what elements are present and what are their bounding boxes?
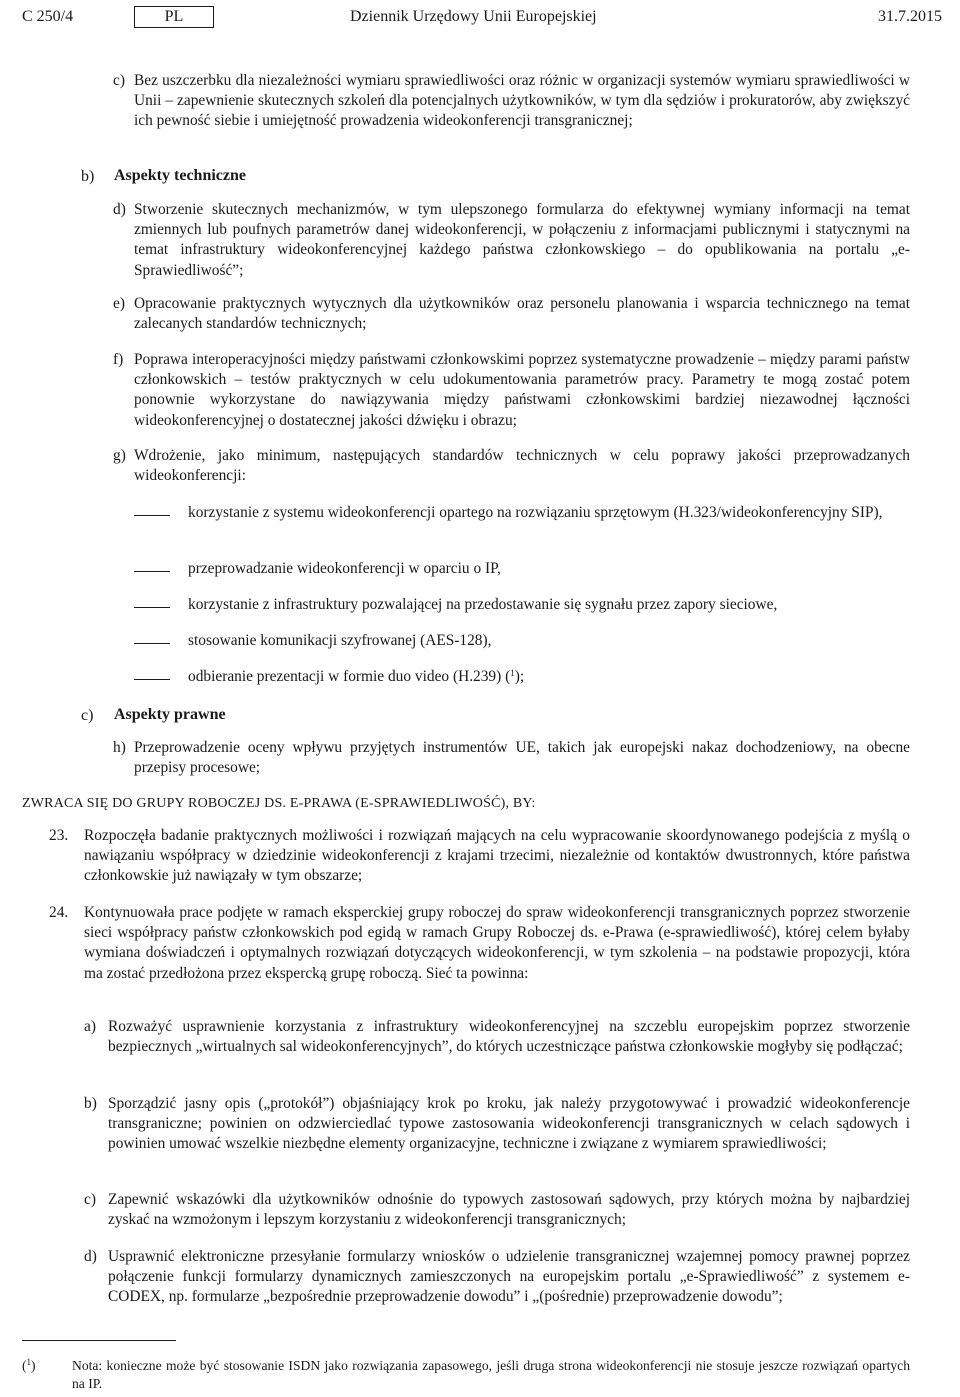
item-e-text: Opracowanie praktycznych wytycznych dla użytkowników oraz personelu planowania i wsparcia technicznego na temat zalecanych standardów technicznych; <box>134 295 910 333</box>
dash-item-tail: ); <box>514 668 525 685</box>
footnote-close: ) <box>31 1358 36 1373</box>
dash-item: przeprowadzanie wideokonferencji w oparciu o IP, <box>188 560 501 577</box>
language-box: PL <box>134 6 214 28</box>
dash-item: odbieranie prezentacji w formie duo video (H.239) ($^1$); <box>188 668 525 685</box>
item-marker: e) <box>113 295 125 312</box>
footnote-rule <box>22 1340 176 1341</box>
point-24-item-a: Rozważyć usprawnienie korzystania z infrastruktury wideokonferencyjnej na szczeblu europejskim poprzez stworzenie bezpiecznych „wirtualnych sal wideokonferencyjnych”, do których uczestniczące państwa członkowskie mogłyby się podłączać; <box>108 1018 910 1056</box>
item-d-text: Stworzenie skutecznych mechanizmów, w tym ulepszonego formularza do efektywnej wymiany informacji na temat zmiennych lub poufnych parametrów danej wideokonferencji, w połączeniu z informacjami publicznymi i statycznymi na temat infrastruktury wideokonferencyjnej każdego państwa członkowskiego – do opublikowania na portalu „e-Sprawiedliwość”; <box>134 201 910 279</box>
point-number: 24. <box>49 904 69 921</box>
point-24-item-b: Sporządzić jasny opis („protokół”) objaśniający krok po kroku, jak należy przygotowywać i prowadzić wideokonferencje transgraniczne; powinien on odzwierciedlać typowe zastosowania wideokonferencji transgranicznych w celach sądowych i powinien umować wszelkie niezbędne elementy organizacyjne, techniczne i związane z wymiarem sprawiedliwości; <box>108 1095 910 1153</box>
item-marker: b) <box>84 1095 97 1112</box>
point-24-item-c: Zapewnić wskazówki dla użytkowników odnośnie do typowych zastosowań sądowych, przy których można by najbardziej zyskać na wzmożonym i lepszym korzystaniu z wideokonferencji transgranicznych; <box>108 1191 910 1229</box>
journal-reference: C 250/4 <box>22 8 74 25</box>
section-marker: c) <box>81 707 94 724</box>
dash-item: korzystanie z infrastruktury pozwalającej na przedostawanie się sygnału przez zapory sieciowe, <box>188 596 778 613</box>
item-marker: f) <box>113 351 124 368</box>
footnote-reference[interactable]: 1 <box>510 668 515 678</box>
item-h-text: Przeprowadzenie oceny wpływu przyjętych instrumentów UE, takich jak europejski nakaz dochodzeniowy, na obecne przepisy procesowe; <box>134 739 910 777</box>
item-marker: h) <box>113 739 126 756</box>
page-header <box>0 4 960 28</box>
dash-item: korzystanie z systemu wideokonferencji opartego na rozwiązaniu sprzętowym (H.323/wideokonferencyjny SIP), <box>188 504 883 521</box>
dash-bullet <box>134 643 170 644</box>
point-23-text: Rozpoczęła badanie praktycznych możliwości i rozwiązań mających na celu wypracowanie skoordynowanego podejścia z myślą o nawiązaniu współpracy w dziedzinie wideokonferencji z krajami trzecimi, niezależnie od kontaktów dwustronnych, które państwa członkowskie już nawiązały w tym obszarze; <box>84 827 910 885</box>
item-c-text: Bez uszczerbku dla niezależności wymiaru sprawiedliwości oraz różnic w organizacji systemów wymiaru sprawiedliwości w Unii – zapewnienie skutecznych szkoleń dla potencjalnych użytkowników, w tym dla sędziów i prokuratorów, aby zwiększyć ich pewność siebie i umiejętność prowadzenia wideokonferencji transgranicznej; <box>134 72 910 130</box>
footnote-number: 1 <box>26 1357 32 1367</box>
item-marker: c) <box>84 1191 96 1208</box>
dash-bullet <box>134 515 170 516</box>
item-g-text: Wdrożenie, jako minimum, następujących standardów technicznych w celu poprawy jakości przeprowadzanych wideokonferencji: <box>134 447 910 485</box>
item-f-text: Poprawa interoperacyjności między państwami członkowskimi poprzez systematyczne prowadzenie – między parami państw członkowskich – testów praktycznych w celu udokumentowania parametrów pracy. Parametry te mogą zostać potem ponownie wykorzystane do nawiązywania między państwami członkowskimi bardziej niezawodnej łączności wideokonferencyjnej o dostatecznej jakości dźwięku i obrazu; <box>134 351 910 429</box>
footnote-open: ( <box>22 1358 27 1373</box>
address-line: ZWRACA SIĘ DO GRUPY ROBOCZEJ DS. E-PRAWA (E-SPRAWIEDLIWOŚĆ), BY: <box>22 796 536 811</box>
publication-date: 31.7.2015 <box>878 8 942 25</box>
point-24-item-d: Usprawnić elektroniczne przesyłanie formularzy wniosków o udzielenie transgranicznej wzajemnej pomocy prawnej poprzez połączenie funkcji formularzy dynamicznych zamieszczonych na europejskim portalu „e-Sprawiedliwość” z systemem e-CODEX, np. formularze „bezpośrednie przeprowadzenie dowodu” i „(pośrednie) przeprowadzenie dowodu”; <box>108 1248 910 1306</box>
point-24-text: Kontynuowała prace podjęte w ramach eksperckiej grupy roboczej do spraw wideokonferencji transgranicznych poprzez stworzenie sieci współpracy państw członkowskich pod egidą w ramach Grupy Roboczej ds. e-Prawa (e-sprawiedliwość), której celem byłaby wymiana doświadczeń i optymalnych rozwiązań dotyczących wideokonferencji, w tym szkolenia – na podstawie propozycji, która ma zostać przedłożona przez ekspercką grupę roboczą. Sieć ta powinna: <box>84 904 910 982</box>
dash-item-text: odbieranie prezentacji w formie duo video (H.239) <box>188 668 502 685</box>
item-marker: d) <box>84 1248 97 1265</box>
dash-item: stosowanie komunikacji szyfrowanej (AES-128), <box>188 632 492 649</box>
item-marker: a) <box>84 1018 96 1035</box>
item-marker: d) <box>113 201 126 218</box>
point-number: 23. <box>49 827 69 844</box>
dash-bullet <box>134 679 170 680</box>
item-marker: g) <box>113 447 126 464</box>
footnote-text: Nota: konieczne może być stosowanie ISDN jako rozwiązania zapasowego, jeśli druga strona wideokonferencji nie stosuje jeszcze rozwiązań opartych na IP. <box>72 1358 910 1391</box>
dash-bullet <box>134 571 170 572</box>
footnote-marker <box>22 1357 36 1375</box>
section-heading-technical: Aspekty techniczne <box>114 167 246 184</box>
section-marker: b) <box>81 168 95 185</box>
dash-bullet <box>134 607 170 608</box>
journal-title: Dziennik Urzędowy Unii Europejskiej <box>350 8 597 25</box>
section-heading-legal: Aspekty prawne <box>114 706 226 723</box>
item-marker: c) <box>113 72 125 89</box>
